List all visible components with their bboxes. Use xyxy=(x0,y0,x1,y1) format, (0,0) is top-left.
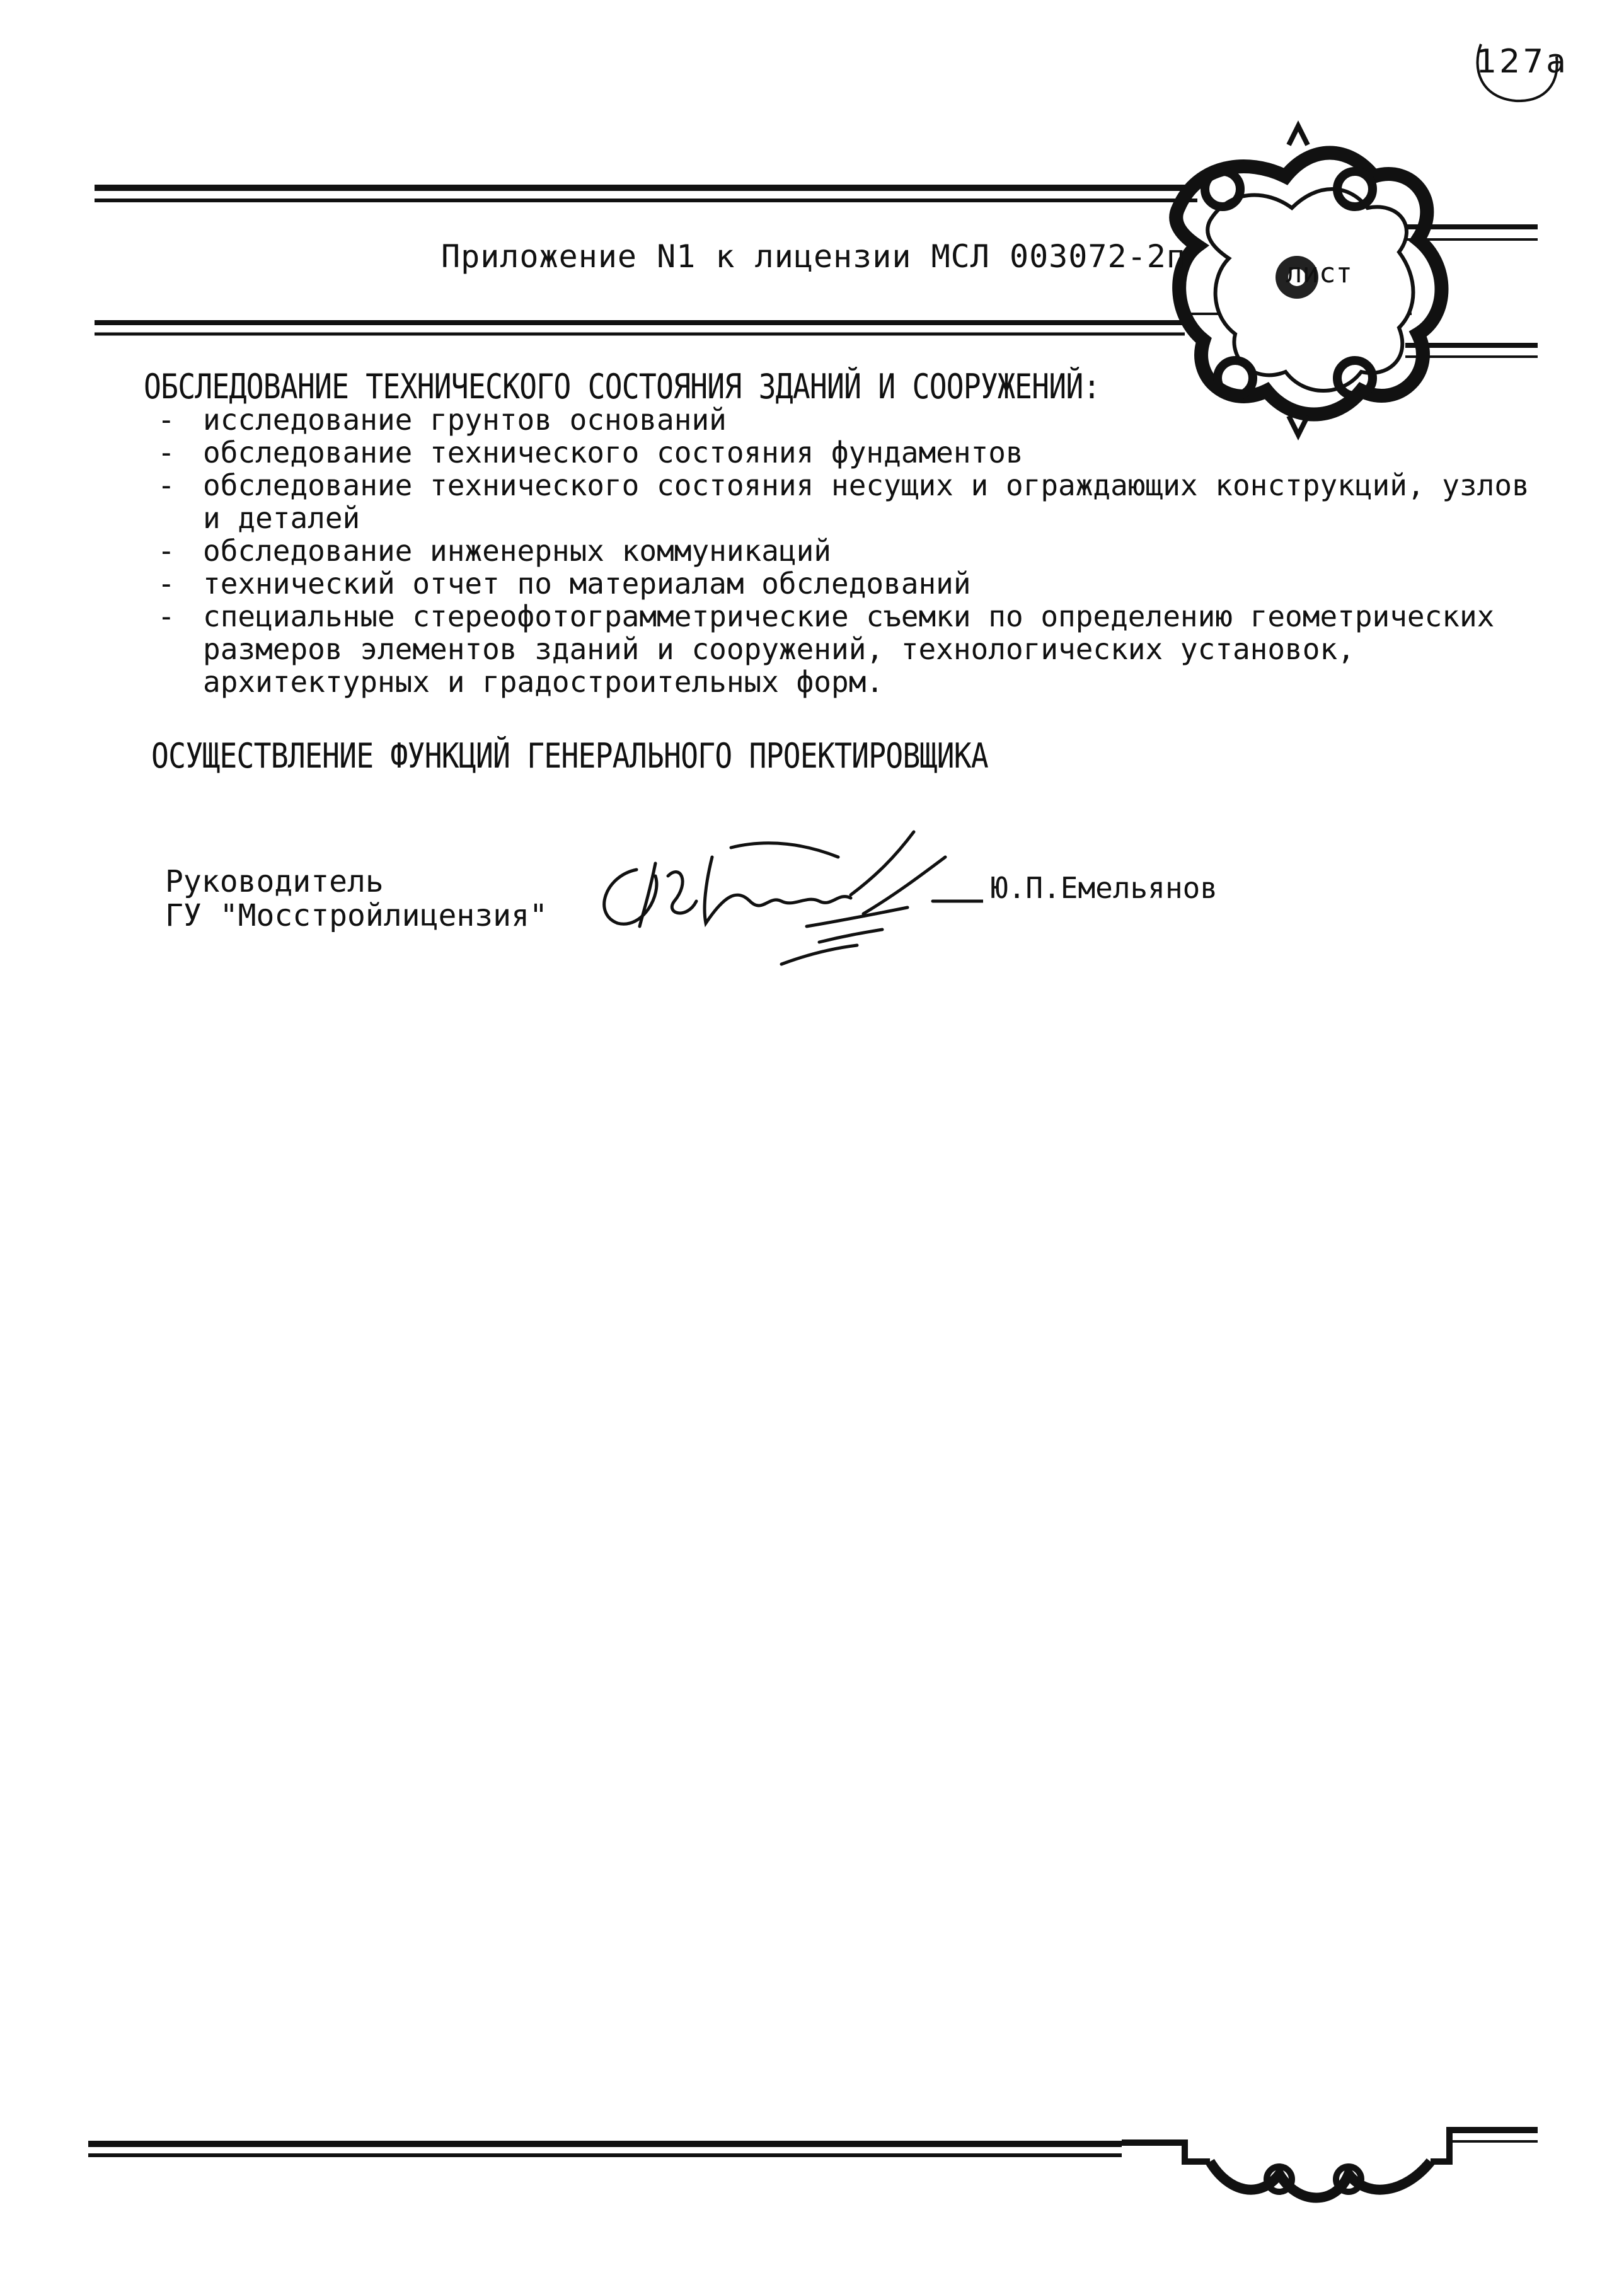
list-item: - специальные стереофотограмметрические съемки по определению геометрических размеров элементов зданий и сооружений, технологических установок, архитектурных и градостроительных форм. xyxy=(158,599,1495,699)
signer-title: Руководитель ГУ "Мосстройлицензия" xyxy=(165,864,548,933)
page-number: 127a xyxy=(1476,43,1569,81)
list-item: - технический отчет по материалам обследований xyxy=(158,567,971,601)
appendix-title: Приложение N1 к лицензии МСЛ 003072-2п xyxy=(441,238,1186,275)
survey-services-list xyxy=(158,403,1544,698)
list-item: - обследование технического состояния несущих и ограждающих конструкций, узлов и деталей xyxy=(158,468,1529,535)
section-heading-general-designer: ОСУЩЕСТВЛЕНИЕ ФУНКЦИЙ ГЕНЕРАЛЬНОГО ПРОЕКТИРОВЩИКА xyxy=(151,736,988,776)
list-item: - обследование технического состояния фундаментов xyxy=(158,435,1023,469)
handwritten-signature xyxy=(580,819,983,983)
list-item: - исследование грунтов оснований xyxy=(158,403,727,437)
sheet-label: лист xyxy=(1286,257,1352,289)
list-item: - обследование инженерных коммуникаций xyxy=(158,534,831,568)
section-heading-survey: ОБСЛЕДОВАНИЕ ТЕХНИЧЕСКОГО СОСТОЯНИЯ ЗДАНИЙ И СООРУЖЕНИЙ: xyxy=(144,367,1100,406)
signer-name: Ю.П.Емельянов xyxy=(991,871,1218,905)
ornamental-bottom-frame xyxy=(0,2099,1624,2225)
